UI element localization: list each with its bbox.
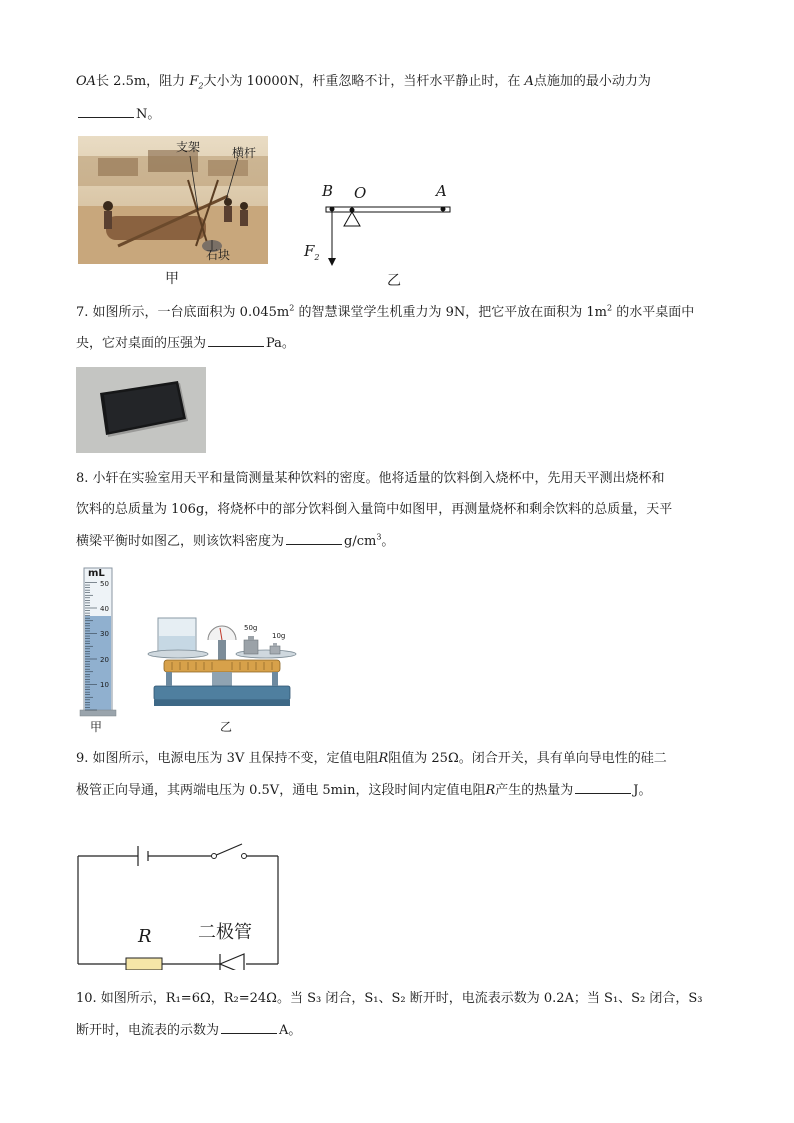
q10-line-2: 断开时，电流表的示数为 A。 <box>76 1020 301 1041</box>
q7-line-2: 央，它对桌面的压强为 Pa。 <box>76 333 295 354</box>
q9-line-1: 9. 如图所示，电源电压为 3V 且保持不变，定值电阻R阻值为 25Ω。闭合开关，具有单向导电性的硅二 <box>76 751 667 766</box>
q9-line-2: 极管正向导通，其两端电压为 0.5V，通电 5min，这段时间内定值电阻R产生的热量为 J。 <box>76 780 652 801</box>
tick-label: 50 <box>100 580 109 588</box>
q10-line-1: 10. 如图所示，R₁=6Ω，R₂=24Ω。当 S₃ 闭合，S₁、S₂ 断开时，电流表示数为 0.2A；当 S₁、S₂ 闭合，S₃ <box>76 991 703 1006</box>
label-f2: $F_2$ <box>304 242 320 262</box>
q7-line-1: 7. 如图所示，一台底面积为 $0.045m^2$ 的智慧课堂学生机重力为 9N，把它平放在面积为 $1m^2$ 的水平桌面中 <box>76 303 695 320</box>
answer-blank[interactable] <box>78 104 134 118</box>
tick-label: 40 <box>100 605 109 613</box>
label-a: A <box>436 182 447 200</box>
tablet-photo <box>76 367 206 453</box>
label-o: O <box>354 184 367 202</box>
tick-label: 10 <box>100 681 109 689</box>
weight-10g-label: 10g <box>272 632 286 640</box>
label-support: 支架 <box>176 140 201 154</box>
q8-line-3: 横梁平衡时如图乙，则该饮料密度为 $g/cm^3$。 <box>76 532 395 549</box>
label-b: B <box>322 182 334 200</box>
label-stone: 石块 <box>206 248 231 262</box>
weight-50g-label: 50g <box>244 624 258 632</box>
answer-blank[interactable] <box>286 531 342 545</box>
lever-photo <box>78 136 268 264</box>
label-resistor: R <box>138 926 152 947</box>
q6-line-1: OA长 2.5m，阻力 $F_2$大小为 10000N，杆重忽略不计，当杆水平静止时，在 A点施加的最小动力为 <box>76 74 651 91</box>
caption-yi-2: 乙 <box>220 720 233 734</box>
q8-line-1: 8. 小轩在实验室用天平和量筒测量某种饮料的密度。他将适量的饮料倒入烧杯中，先用天平测出烧杯和 <box>76 471 665 486</box>
answer-blank[interactable] <box>208 333 264 347</box>
cylinder-unit: mL <box>88 568 105 579</box>
diode-circuit <box>76 840 282 970</box>
measuring-cylinder <box>78 566 118 718</box>
q6-line-2: N。 <box>76 104 160 125</box>
lever-diagram <box>298 178 468 288</box>
tick-label: 20 <box>100 656 109 664</box>
caption-yi: 乙 <box>387 273 401 289</box>
answer-blank[interactable] <box>575 780 631 794</box>
oa-label: OA <box>76 74 97 89</box>
tick-label: 30 <box>100 630 109 638</box>
label-diode: 二极管 <box>198 922 252 943</box>
q8-line-2: 饮料的总质量为 106g，将烧杯中的部分饮料倒入量筒中如图甲，再测量烧杯和剩余饮料的总质量，天平 <box>76 502 673 517</box>
label-bar: 横杆 <box>232 146 257 160</box>
balance-scale <box>146 604 298 710</box>
answer-blank[interactable] <box>221 1020 277 1034</box>
caption-jia: 甲 <box>165 271 179 287</box>
caption-jia-2: 甲 <box>90 720 103 734</box>
